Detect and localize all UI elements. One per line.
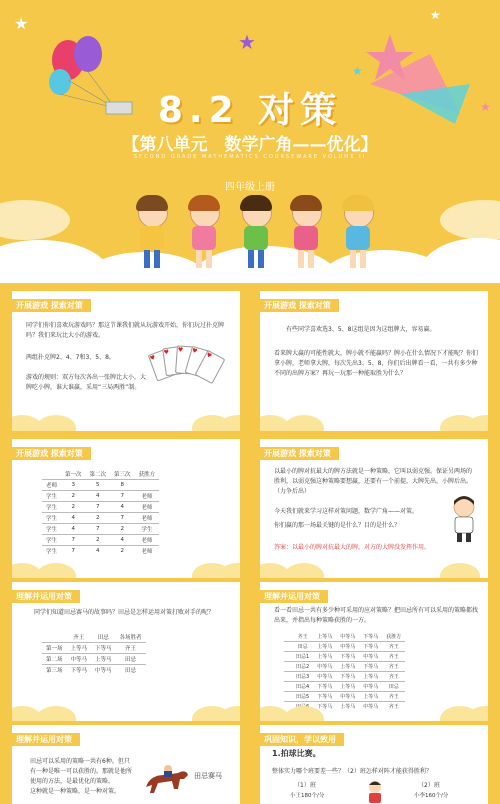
table-cell: 3 bbox=[61, 480, 86, 491]
table-cell: 2 bbox=[86, 535, 111, 546]
slide-3 bbox=[8, 435, 244, 583]
table-cell: 田忌 bbox=[382, 682, 405, 692]
table-cell: 老师 bbox=[135, 546, 160, 557]
table-cell: 4 bbox=[61, 524, 86, 535]
star-icon: ★ bbox=[480, 100, 491, 114]
table-cell: 4 bbox=[110, 535, 135, 546]
cover-grade: 四年级上册 bbox=[225, 182, 275, 193]
table-cell: 中等马 bbox=[313, 662, 336, 672]
table-cell: 下等马 bbox=[359, 662, 382, 672]
slide-header: 开展游戏 探索对策 bbox=[12, 299, 91, 312]
table-row bbox=[284, 672, 405, 682]
table-cell: 下等马 bbox=[91, 643, 116, 654]
child-figure bbox=[338, 198, 378, 270]
slide-text: 同学们知道田忌赛马的故事吗？田忌是怎样运用对策打败对手的呢？ bbox=[34, 609, 215, 616]
slide-2 bbox=[256, 287, 492, 435]
table-row bbox=[42, 480, 159, 491]
slide-text: 田忌可以采用的策略一共有6种。但只有一种是唯一可以获胜的。那就是他所使用的方法，是最优化的策略。 bbox=[30, 758, 133, 785]
table-row bbox=[42, 491, 159, 502]
table-row bbox=[42, 546, 159, 557]
exercise-title: 1.拍球比赛。 bbox=[272, 749, 321, 758]
cloud bbox=[440, 200, 500, 240]
table-cell: 田忌1 bbox=[292, 652, 313, 662]
table-header-cell bbox=[42, 632, 67, 643]
cover-slide bbox=[0, 0, 500, 283]
table-header-cell: 获胜方 bbox=[386, 634, 402, 640]
table-cell: 下等马 bbox=[67, 665, 92, 676]
table-cell: 齐王 bbox=[382, 642, 405, 652]
table-cell: 下等马 bbox=[313, 682, 336, 692]
playing-card-icon: ♥ bbox=[148, 348, 176, 381]
slide-header: 巩固知识，学以致用 bbox=[260, 733, 344, 746]
table-cell: 4 bbox=[86, 546, 111, 557]
table-cell: 7 bbox=[61, 546, 86, 557]
star-icon: ★ bbox=[352, 64, 363, 78]
table-row bbox=[42, 643, 146, 654]
table-cell: 7 bbox=[110, 491, 135, 502]
table-header-row bbox=[42, 469, 159, 480]
table-cell: 学生 bbox=[42, 535, 61, 546]
table-cell: 下等马 bbox=[313, 692, 336, 702]
slide-text: 有些同学喜欢选3、5、8这组是因为这组牌大，容易赢。 bbox=[286, 326, 436, 333]
table-cell: 4 bbox=[110, 502, 135, 513]
table-cell: 中等马 bbox=[67, 654, 92, 665]
table-cell: 齐王 bbox=[382, 652, 405, 662]
slide-text: 以最小的牌对抗最大的牌方法就是一种策略，它叫以弱克强。保证另两场的胜利，以弱克强这种策略要想赢，还要有一个前提，大牌先出，小牌后出。（力争后出） bbox=[274, 468, 473, 495]
table-cell: 中等马 bbox=[91, 665, 116, 676]
slide-text: 这种就是一种策略，是一种对策。 bbox=[30, 788, 121, 795]
table-cell: 上等马 bbox=[336, 662, 359, 672]
score-label: 小李160个/分 bbox=[414, 793, 449, 799]
slide-text: 两组扑克牌2、4、7和3、5、8。 bbox=[26, 354, 115, 361]
star-icon: ★ bbox=[430, 8, 441, 22]
slide-header: 理解并运用对策 bbox=[12, 733, 80, 746]
table-cell: 2 bbox=[86, 513, 111, 524]
cover-subtitle: 【第八单元 数学广角——优化】 bbox=[122, 135, 378, 155]
table-row bbox=[284, 682, 405, 692]
table-cell: 上等马 bbox=[67, 643, 92, 654]
table-cell: 齐王 bbox=[116, 643, 146, 654]
team-label: （2）班 bbox=[418, 782, 440, 789]
table-header-cell: 齐王 bbox=[297, 634, 308, 640]
table-cell: 中等马 bbox=[336, 692, 359, 702]
slide-text: 今天我们就来学习这样对策问题，数学广角——对策。 bbox=[274, 508, 419, 515]
slide-8 bbox=[256, 721, 492, 800]
table-header-cell: 各场胜者 bbox=[119, 635, 142, 641]
table-cell: 学生 bbox=[135, 524, 160, 535]
table-cell: 学生 bbox=[42, 524, 61, 535]
table-header-cell bbox=[42, 469, 61, 480]
slide-5 bbox=[8, 578, 244, 726]
table-cell: 老师 bbox=[135, 502, 160, 513]
child-figure bbox=[184, 198, 224, 270]
table-cell bbox=[284, 652, 292, 662]
slide-text: 看一看田忌一共有多少种可采用的应对策略？把田忌所有可以采用的策略都找出来，并指出每种策略获胜的一方。 bbox=[274, 607, 479, 624]
boy-icon bbox=[446, 495, 482, 543]
table-cell: 田忌5 bbox=[292, 692, 313, 702]
table-header-cell: 田忌 bbox=[97, 635, 109, 641]
table-cell: 7 bbox=[86, 502, 111, 513]
table-cell: 中等马 bbox=[359, 702, 382, 712]
table-cell: 学生 bbox=[42, 546, 61, 557]
table-cell: 5 bbox=[86, 480, 111, 491]
table-header-cell: 齐王 bbox=[73, 635, 85, 641]
team-label: （1）班 bbox=[294, 782, 316, 789]
slide-header: 开展游戏 探索对策 bbox=[12, 447, 91, 460]
table-cell: 下等马 bbox=[336, 652, 359, 662]
table-cell: 田忌4 bbox=[292, 682, 313, 692]
table-cell bbox=[284, 672, 292, 682]
table-cell: 田忌3 bbox=[292, 672, 313, 682]
slide-1 bbox=[8, 287, 244, 435]
answer-note: 答案：以最小的牌对抗最大的牌，对方的大牌没发挥作用。 bbox=[274, 544, 431, 551]
slide-6 bbox=[256, 578, 492, 726]
slide-header: 理解并运用对策 bbox=[12, 590, 80, 603]
table-cell: 7 bbox=[86, 524, 111, 535]
table-cell bbox=[284, 682, 292, 692]
strategy-table bbox=[284, 632, 405, 711]
table-cell: 上等马 bbox=[359, 692, 382, 702]
table-cell: 齐王 bbox=[382, 662, 405, 672]
table-cell: 齐王 bbox=[382, 702, 405, 712]
playing-card-icon: ♥ bbox=[162, 346, 186, 377]
table-cell: 齐王 bbox=[382, 692, 405, 702]
slide-text: 同学们你们喜欢玩游戏吗？那这节课我们就从玩游戏开始，你们玩过扑克牌吗？我们来玩比大小的游戏。 bbox=[26, 322, 225, 339]
table-cell: 中等马 bbox=[359, 682, 382, 692]
table-header-row bbox=[284, 632, 405, 642]
slide-header: 开展游戏 探索对策 bbox=[260, 299, 339, 312]
table-header-cell: 下等马 bbox=[363, 634, 379, 640]
table-cell: 上等马 bbox=[91, 654, 116, 665]
table-row bbox=[42, 502, 159, 513]
table-cell: 2 bbox=[110, 546, 135, 557]
slide-text: 看来牌大赢的可能性就大，牌小就不能赢吗？牌小在什么情况下才能呢？你们拿小牌，老师拿大牌，每次先出3、5、8，你们后出牌看一看，一共有多少种不同的出牌方案？再玩一玩那一种能取胜为什么？ bbox=[274, 350, 479, 377]
table-row bbox=[42, 524, 159, 535]
table-cell: 2 bbox=[110, 524, 135, 535]
table-header-cell: 上等马 bbox=[317, 634, 333, 640]
table-row bbox=[284, 662, 405, 672]
table-cell: 上等马 bbox=[336, 702, 359, 712]
table-cell: 老师 bbox=[135, 491, 160, 502]
table-cell: 下等马 bbox=[313, 702, 336, 712]
table-cell: 上等马 bbox=[359, 672, 382, 682]
table-cell: 7 bbox=[61, 535, 86, 546]
cloud bbox=[0, 200, 70, 240]
table-cell: 上等马 bbox=[313, 642, 336, 652]
cloud bbox=[420, 238, 500, 283]
table-cell: 第二场 bbox=[42, 654, 67, 665]
slide-text: 整体实力哪个班要差一些？（2）班怎样对阵才能获得胜利？ bbox=[272, 768, 432, 775]
table-cell: 学生 bbox=[42, 491, 61, 502]
slide-text: 游戏的规则：双方每次各出一张牌比大小，大牌吃小牌，谁大谁赢，采用“三局两胜”制。 bbox=[26, 374, 147, 391]
table-cell bbox=[284, 662, 292, 672]
table-cell: 田忌 bbox=[292, 642, 313, 652]
table-header-row bbox=[42, 632, 146, 643]
child-figure bbox=[132, 198, 172, 270]
table-cell: 田忌2 bbox=[292, 662, 313, 672]
star-icon: ★ bbox=[14, 14, 29, 33]
table-cell: 上等马 bbox=[336, 682, 359, 692]
table-cell: 上等马 bbox=[313, 652, 336, 662]
table-cell: 齐王 bbox=[382, 672, 405, 682]
table-row bbox=[42, 513, 159, 524]
table-cell: 学生 bbox=[42, 513, 61, 524]
table-cell: 田忌 bbox=[116, 654, 146, 665]
table-cell: 老师 bbox=[42, 480, 61, 491]
table-cell: 中等马 bbox=[313, 672, 336, 682]
table-row bbox=[42, 665, 146, 676]
slide-text: 你们赢的那一场最关键的是什么？目的是什么？ bbox=[274, 522, 401, 529]
table-cell: 2 bbox=[61, 491, 86, 502]
table-header-cell: 第二次 bbox=[89, 472, 107, 478]
table-row bbox=[42, 654, 146, 665]
table-cell: 田忌 bbox=[116, 665, 146, 676]
table-cell: 老师 bbox=[135, 535, 160, 546]
child-figure bbox=[286, 198, 326, 270]
slide-header: 理解并运用对策 bbox=[260, 590, 328, 603]
slide-7 bbox=[8, 721, 244, 800]
playing-card-icon: ♥ bbox=[175, 345, 197, 374]
table-cell bbox=[284, 642, 292, 652]
slide-4 bbox=[256, 435, 492, 583]
child-figure bbox=[236, 198, 276, 270]
table-cell: 中等马 bbox=[336, 642, 359, 652]
table-cell: 4 bbox=[61, 513, 86, 524]
playing-card-icon: ♥ bbox=[195, 350, 226, 384]
table-cell: 第一场 bbox=[42, 643, 67, 654]
cover-english: SECOND GRADE MATHEMATICS COURSEWARE VOLUME II bbox=[133, 154, 367, 160]
table-cell: 中等马 bbox=[359, 652, 382, 662]
table-header-cell: 第三次 bbox=[114, 472, 131, 478]
strategy-table bbox=[42, 469, 159, 556]
cover-title: 8.2 对策 bbox=[157, 90, 343, 131]
table-row bbox=[284, 642, 405, 652]
table-cell: 第三场 bbox=[42, 665, 67, 676]
table-cell: 下等马 bbox=[359, 642, 382, 652]
table-cell: 4 bbox=[86, 491, 111, 502]
table-cell: 下等马 bbox=[336, 672, 359, 682]
playing-card-icon: ♥ bbox=[185, 346, 212, 378]
table-cell bbox=[135, 480, 160, 491]
table-row bbox=[284, 692, 405, 702]
table-row bbox=[42, 535, 159, 546]
table-cell: 学生 bbox=[42, 502, 61, 513]
table-cell bbox=[284, 692, 292, 702]
table-cell: 7 bbox=[110, 513, 135, 524]
slide-header: 开展游戏 探索对策 bbox=[260, 447, 339, 460]
score-label: 小王180个/分 bbox=[290, 793, 325, 799]
horse-rider-icon bbox=[140, 761, 194, 799]
table-header-cell: 中等马 bbox=[340, 634, 356, 640]
child-icon bbox=[364, 779, 386, 803]
table-cell: 2 bbox=[61, 502, 86, 513]
table-cell: 老师 bbox=[135, 513, 160, 524]
table-header-cell: 获胜方 bbox=[138, 472, 156, 478]
horse-race-table bbox=[42, 632, 146, 675]
table-row bbox=[284, 652, 405, 662]
table-header-cell bbox=[284, 632, 292, 642]
star-icon: ★ bbox=[238, 30, 256, 54]
table-cell: 8 bbox=[110, 480, 135, 491]
table-header-cell: 第一次 bbox=[65, 472, 82, 478]
image-caption: 田忌赛马 bbox=[194, 772, 222, 780]
